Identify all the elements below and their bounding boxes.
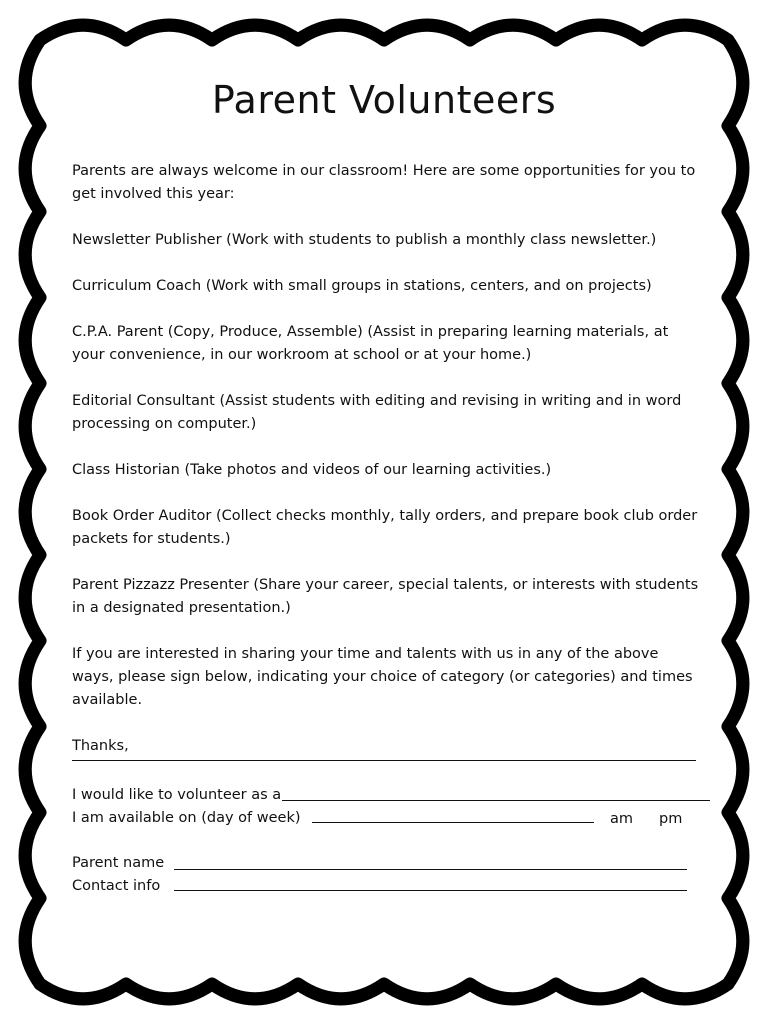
volunteer-as-label: I would like to volunteer as a	[72, 787, 282, 803]
am-label: am	[610, 811, 634, 827]
role-cpa-parent: C.P.A. Parent (Copy, Produce, Assemble) (Assist in preparing learning materials, at your convenience, in our workroom at school or at your home.)	[72, 324, 669, 363]
signature-line[interactable]	[72, 760, 696, 761]
contact-info-label: Contact info	[72, 878, 161, 894]
parent-name-field[interactable]	[174, 869, 687, 870]
available-day-field[interactable]	[312, 822, 594, 823]
parent-name-label: Parent name	[72, 855, 165, 871]
intro-paragraph: Parents are always welcome in our classroom! Here are some opportunities for you to get involved this year:	[72, 163, 696, 202]
role-class-historian: Class Historian (Take photos and videos of our learning activities.)	[72, 462, 552, 478]
pm-label: pm	[659, 811, 683, 827]
document-body	[72, 160, 700, 781]
role-curriculum-coach: Curriculum Coach (Work with small groups in stations, centers, and on projects)	[72, 278, 652, 294]
role-editorial-consultant: Editorial Consultant (Assist students with editing and revising in writing and in word processing on computer.)	[72, 393, 682, 432]
role-newsletter-publisher: Newsletter Publisher (Work with students to publish a monthly class newsletter.)	[72, 232, 657, 248]
role-book-order-auditor: Book Order Auditor (Collect checks monthly, tally orders, and prepare book club order packets for students.)	[72, 508, 698, 547]
volunteer-role-field[interactable]	[282, 800, 710, 801]
thanks-text: Thanks,	[72, 738, 129, 754]
closing-paragraph: If you are interested in sharing your time and talents with us in any of the above ways, please sign below, indicating your choice of category (or categories) and times available.	[72, 646, 693, 708]
available-day-label: I am available on (day of week)	[72, 810, 301, 826]
contact-info-field[interactable]	[174, 890, 687, 891]
page-title: Parent Volunteers	[211, 78, 557, 122]
role-parent-pizzazz-presenter: Parent Pizzazz Presenter (Share your career, special talents, or interests with students in a designated presentation.)	[72, 577, 699, 616]
